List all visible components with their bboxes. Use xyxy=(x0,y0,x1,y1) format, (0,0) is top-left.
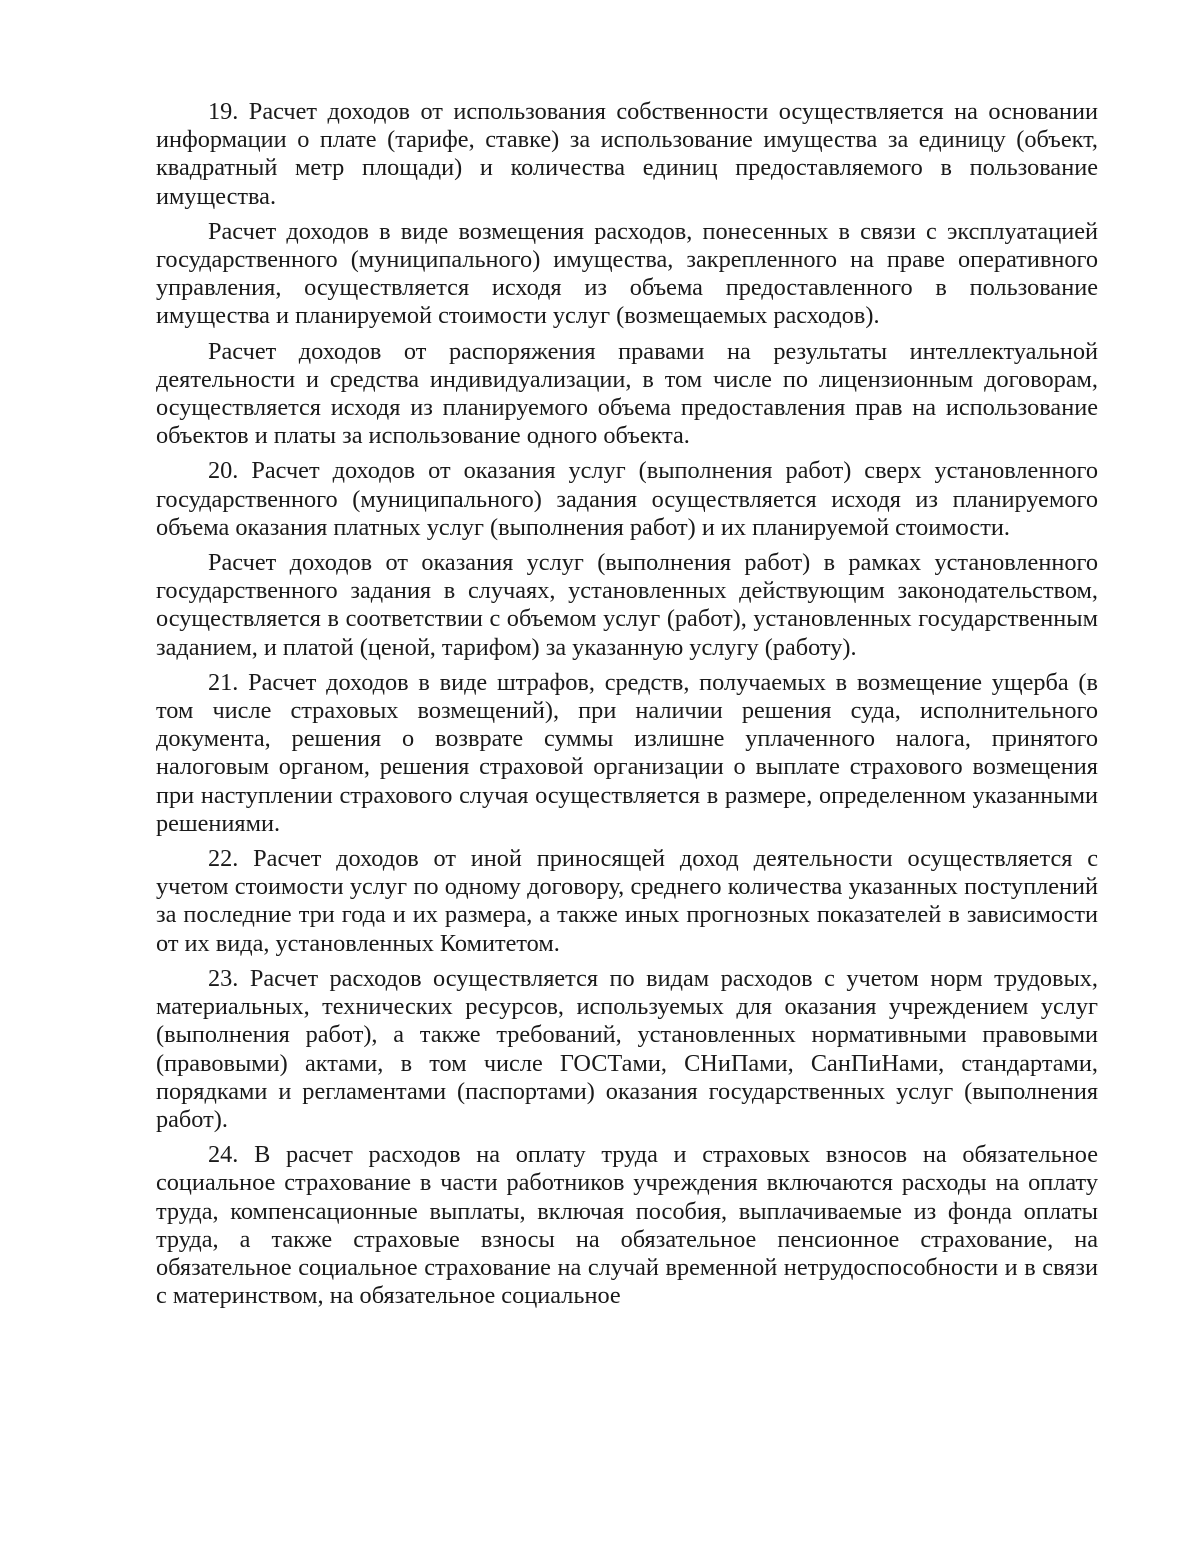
paragraph-reimbursement: Расчет доходов в виде возмещения расходов, понесенных в связи с эксплуатацией государственного (муниципального) имущества, закрепленного на праве оперативного управления, осуществляется исходя из объема предоставленного в пользование имущества и планируемой стоимости услуг (возмещаемых расходов). xyxy=(156,217,1098,330)
paragraph-24: 24. В расчет расходов на оплату труда и страховых взносов на обязательное социальное страхование в части работников учреждения включаются расходы на оплату труда, компенсационные выплаты, включая пособия, выплачиваемые из фонда оплаты труда, а также страховые взносы на обязательное пенсионное страхование, на обязательное социальное страхование на случай временной нетрудоспособности и в связи с материнством, на обязательное социальное xyxy=(156,1141,1098,1310)
paragraph-state-assignment: Расчет доходов от оказания услуг (выполнения работ) в рамках установленного государственного задания в случаях, установленных действующим законодательством, осуществляется в соответствии с объемом услуг (работ), установленных государственным заданием, и платой (ценой, тарифом) за указанную услугу (работу). xyxy=(156,549,1098,661)
document-page xyxy=(156,98,1098,1310)
paragraph-19: 19. Расчет доходов от использования собственности осуществляется на основании информации о плате (тарифе, ставке) за использование имущества за единицу (объект, квадратный метр площади) и количества единиц предоставляемого в пользование имущества. xyxy=(156,98,1098,210)
paragraph-20: 20. Расчет доходов от оказания услуг (выполнения работ) сверх установленного государственного (муниципального) задания осуществляется исходя из планируемого объема оказания платных услуг (выполнения работ) и их планируемой стоимости. xyxy=(156,457,1098,541)
paragraph-22: 22. Расчет доходов от иной приносящей доход деятельности осуществляется с учетом стоимости услуг по одному договору, среднего количества указанных поступлений за последние три года и их размера, а также иных прогнозных показателей в зависимости от их вида, установленных Комитетом. xyxy=(156,845,1098,957)
paragraph-23: 23. Расчет расходов осуществляется по видам расходов с учетом норм трудовых, материальных, технических ресурсов, используемых для оказания учреждением услуг (выполнения работ), а также требований, установленных нормативными правовыми (правовыми) актами, в том числе ГОСТами, СНиПами, СанПиНами, стандартами, порядками и регламентами (паспортами) оказания государственных услуг (выполнения работ). xyxy=(156,964,1098,1133)
paragraph-21: 21. Расчет доходов в виде штрафов, средств, получаемых в возмещение ущерба (в том числе страховых возмещений), при наличии решения суда, исполнительного документа, решения о возврате суммы излишне уплаченного налога, принятого налоговым органом, решения страховой организации о выплате страхового возмещения при наступлении страхового случая осуществляется в размере, определенном указанными решениями. xyxy=(156,668,1098,837)
paragraph-intellectual-property: Расчет доходов от распоряжения правами на результаты интеллектуальной деятельности и средства индивидуализации, в том числе по лицензионным договорам, осуществляется исходя из планируемого объема предоставления прав на использование объектов и платы за использование одного объекта. xyxy=(156,337,1098,450)
